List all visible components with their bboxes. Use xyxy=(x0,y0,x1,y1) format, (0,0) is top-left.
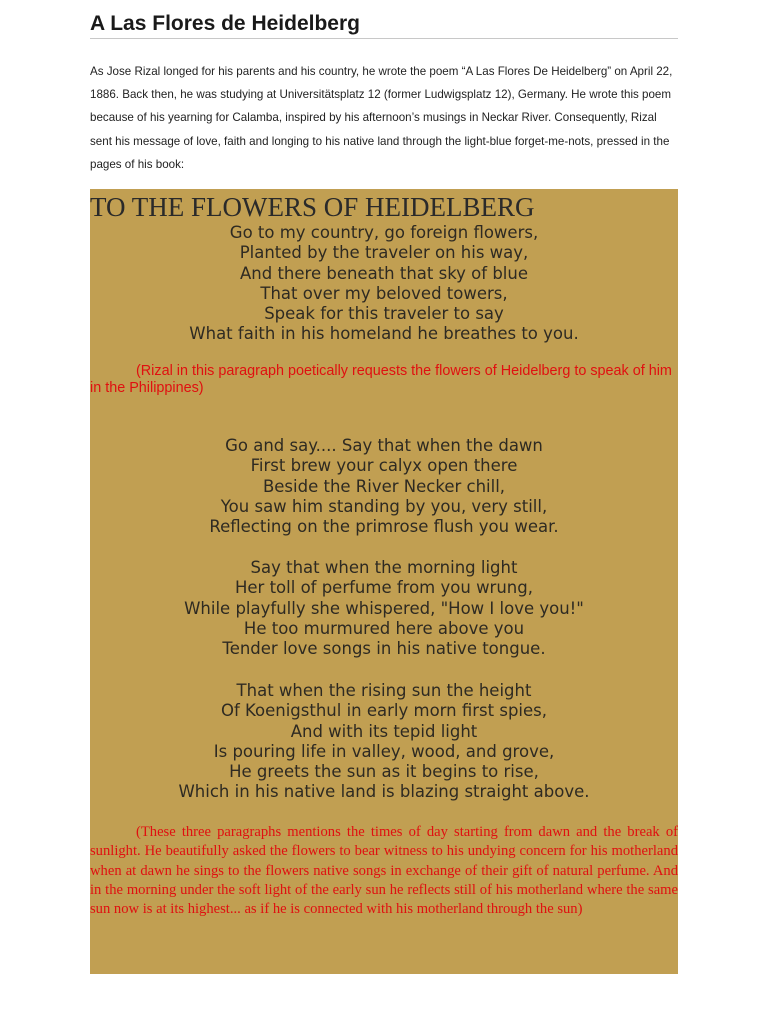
stanza-line: Go to my country, go foreign flowers, xyxy=(229,223,539,242)
stanza-4 xyxy=(90,681,678,803)
stanza-line: That over my beloved towers, xyxy=(260,283,508,303)
poem-title: TO THE FLOWERS OF HEIDELBERG xyxy=(90,192,535,222)
stanza-line: Her toll of perfume from you wrung, xyxy=(235,578,533,598)
stanza-line: Beside the River Necker chill, xyxy=(262,476,506,496)
stanza-line: First brew your calyx open there xyxy=(250,456,518,476)
stanza-line: And with its tepid light xyxy=(290,721,478,741)
stanza-3 xyxy=(90,558,678,659)
stanza-line: He too murmured here above you xyxy=(243,618,525,638)
stanza-1 xyxy=(90,223,678,345)
annotation-note-2: (These three paragraphs mentions the times of day starting from dawn and the break of sunlight. He beautifully asked the flowers to bear witness to his undying concern for his motherland when at dawn he sings to the flowers native songs in exchange of their gift of natural perfume. And in the morning under the soft light of the early sun he reflects still of his motherland where the same sun now is at its highest... as if he is connected with his motherland through the sun) xyxy=(90,824,678,918)
stanza-line: You saw him standing by you, very still, xyxy=(220,496,548,516)
page-title: A Las Flores de Heidelberg xyxy=(90,10,678,39)
stanza-line: And there beneath that sky of blue xyxy=(239,263,529,283)
stanza-2 xyxy=(90,436,678,537)
annotation-note-1: (Rizal in this paragraph poetically requests the flowers of Heidelberg to speak of him in the Philippines) xyxy=(90,363,672,396)
stanza-line: Which in his native land is blazing straight above. xyxy=(178,782,590,802)
stanza-line: Planted by the traveler on his way, xyxy=(239,243,529,263)
stanza-line: Of Koenigsthul in early morn first spies, xyxy=(220,701,548,721)
intro-paragraph: As Jose Rizal longed for his parents and his country, he wrote the poem “A Las Flores De Heidelberg” on April 22, 1886. Back then, he was studying at Universitätsplatz 12 (former Ludwigsplatz 12), Germany. He wrote this poem because of his yearning for Calamba, inspired by his afternoon’s musings in Neckar River. Consequently, Rizal sent his message of love, faith and longing to his native land through the light-blue forget-me-nots, pressed in the pages of his book: xyxy=(90,65,673,171)
stanza-line: Go and say.... Say that when the dawn xyxy=(225,436,543,455)
stanza-line: Is pouring life in valley, wood, and grove, xyxy=(213,741,555,761)
stanza-line: That when the rising sun the height xyxy=(236,681,532,700)
stanza-line: What faith in his homeland he breathes to you. xyxy=(189,324,579,344)
stanza-line: Tender love songs in his native tongue. xyxy=(222,639,546,659)
stanza-line: Reflecting on the primrose flush you wear. xyxy=(209,517,559,537)
poem-image xyxy=(90,189,678,974)
stanza-line: Speak for this traveler to say xyxy=(264,304,504,324)
stanza-line: Say that when the morning light xyxy=(250,558,518,577)
stanza-line: While playfully she whispered, "How I love you!" xyxy=(184,598,584,618)
stanza-line: He greets the sun as it begins to rise, xyxy=(229,762,539,782)
